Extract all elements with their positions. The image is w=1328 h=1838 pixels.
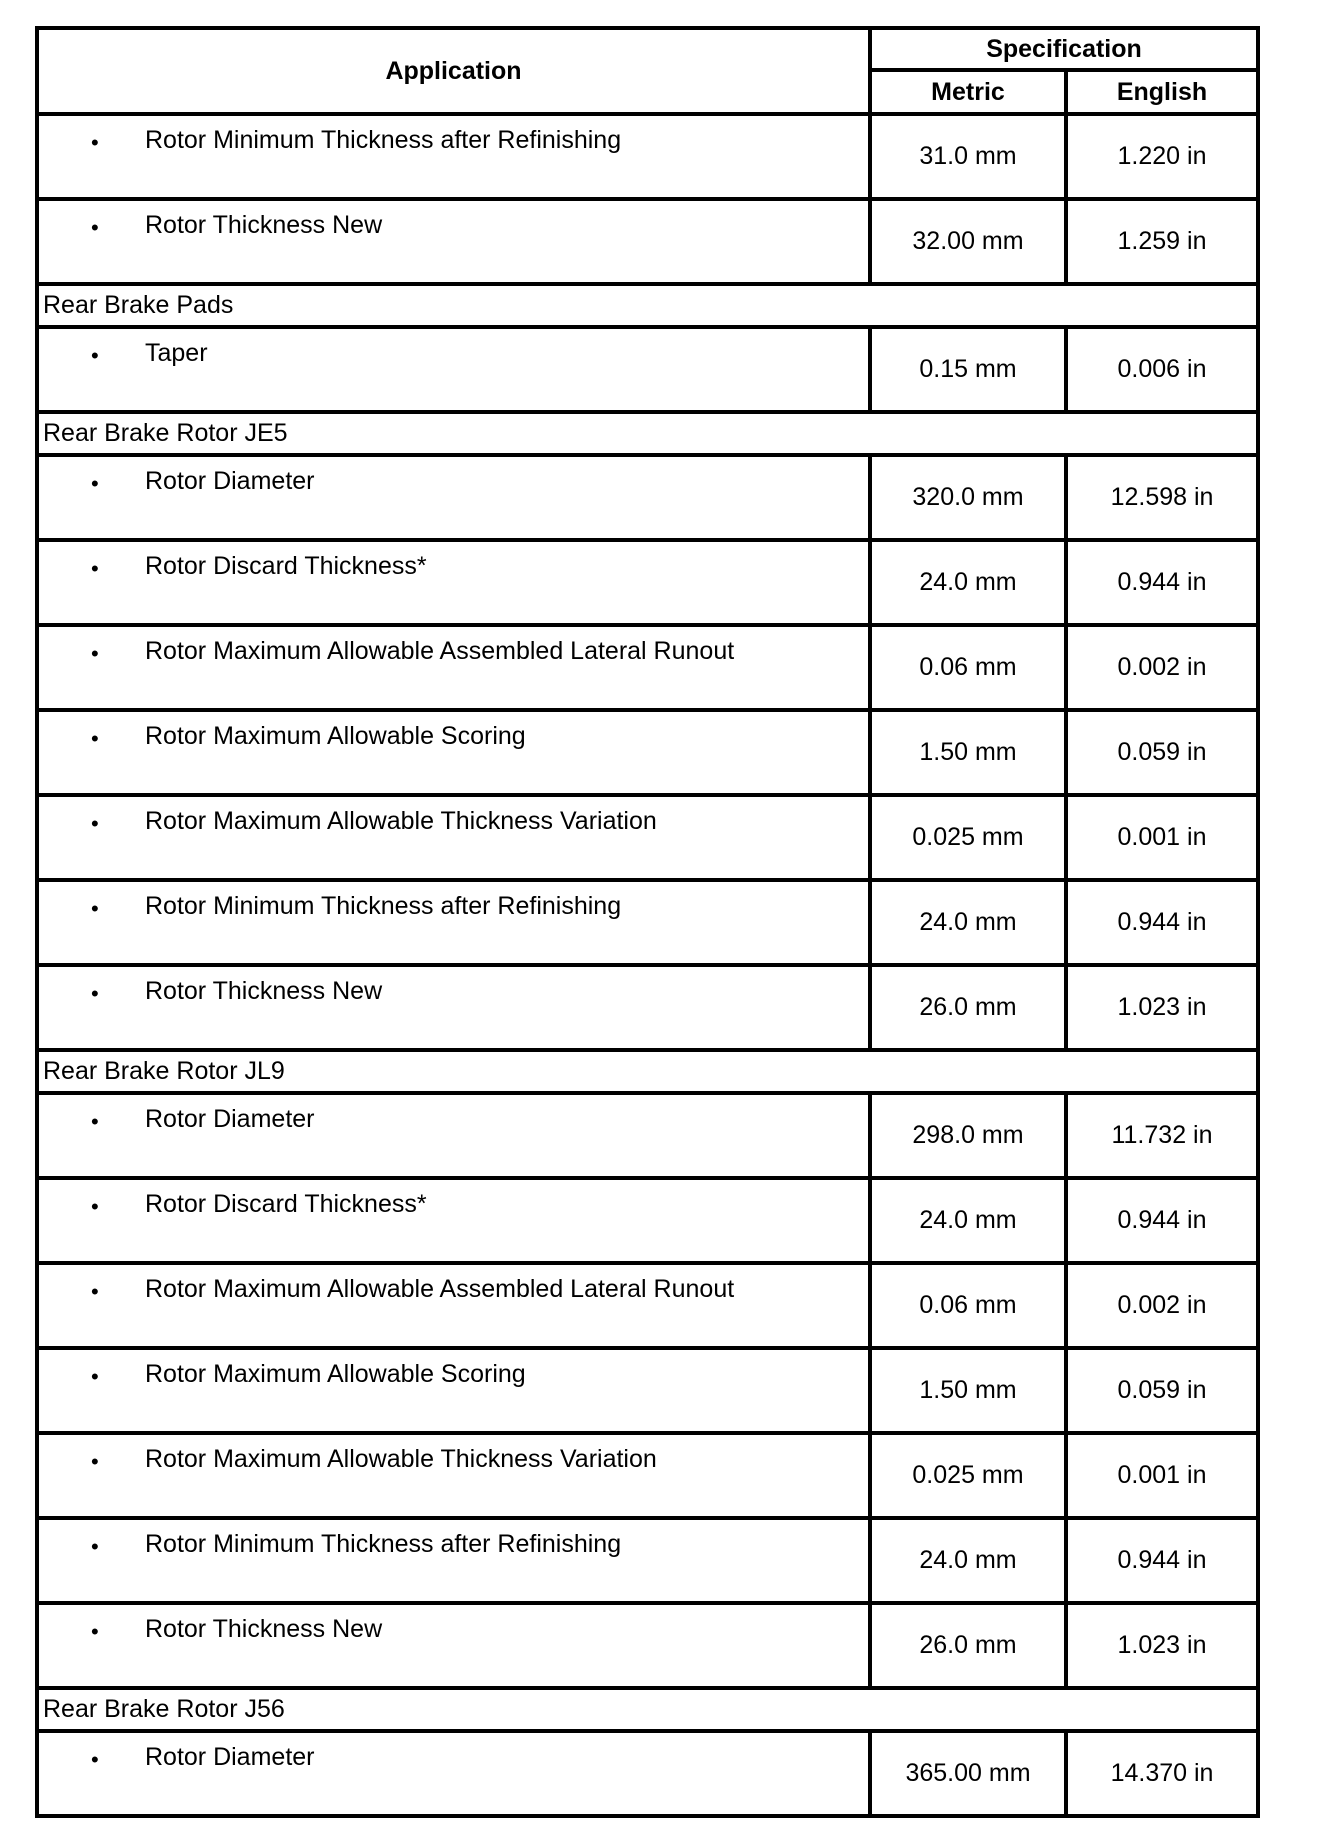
english-header: English [1066, 70, 1258, 114]
bullet-icon: • [91, 1747, 99, 1772]
bullet-icon: • [91, 896, 99, 921]
table-row [37, 1093, 1258, 1178]
bullet-icon: • [91, 343, 99, 368]
section-title: Rear Brake Rotor JE5 [37, 412, 1258, 455]
application-label: Rotor Discard Thickness* [145, 1190, 427, 1218]
table-row [37, 795, 1258, 880]
application-cell [37, 114, 870, 199]
english-value: 11.732 in [1066, 1093, 1258, 1178]
application-cell [37, 1518, 870, 1603]
application-cell [37, 1603, 870, 1688]
section-title: Rear Brake Pads [37, 284, 1258, 327]
table-row [37, 327, 1258, 412]
table-row [37, 1433, 1258, 1518]
table-row [37, 199, 1258, 284]
application-label: Rotor Thickness New [145, 1615, 383, 1643]
application-label: Rotor Maximum Allowable Scoring [145, 722, 526, 750]
application-label: Rotor Maximum Allowable Thickness Variation [145, 1445, 657, 1473]
bullet-icon: • [91, 641, 99, 666]
metric-value: 31.0 mm [870, 114, 1066, 199]
bullet-icon: • [91, 130, 99, 155]
bullet-icon: • [91, 1279, 99, 1304]
bullet-icon: • [91, 1364, 99, 1389]
bullet-icon: • [91, 1449, 99, 1474]
application-label: Rotor Discard Thickness* [145, 552, 427, 580]
application-label: Rotor Maximum Allowable Assembled Lateral Runout [145, 637, 735, 665]
application-cell [37, 1093, 870, 1178]
application-label: Rotor Diameter [145, 1743, 315, 1771]
application-label: Rotor Minimum Thickness after Refinishing [145, 126, 622, 154]
bullet-icon: • [91, 726, 99, 751]
application-label: Taper [145, 339, 208, 367]
english-value: 0.059 in [1066, 710, 1258, 795]
application-cell [37, 965, 870, 1050]
english-value: 0.001 in [1066, 1433, 1258, 1518]
metric-value: 24.0 mm [870, 1518, 1066, 1603]
application-cell [37, 1731, 870, 1816]
metric-value: 320.0 mm [870, 455, 1066, 540]
english-value: 14.370 in [1066, 1731, 1258, 1816]
english-value: 12.598 in [1066, 455, 1258, 540]
english-value: 0.944 in [1066, 1178, 1258, 1263]
bullet-icon: • [91, 1194, 99, 1219]
application-label: Rotor Diameter [145, 467, 315, 495]
specification-header: Specification [870, 28, 1258, 70]
english-value: 0.002 in [1066, 625, 1258, 710]
metric-value: 26.0 mm [870, 965, 1066, 1050]
metric-value: 0.15 mm [870, 327, 1066, 412]
table-body [37, 114, 1258, 1816]
application-cell [37, 1348, 870, 1433]
application-cell [37, 199, 870, 284]
bullet-icon: • [91, 471, 99, 496]
metric-header: Metric [870, 70, 1066, 114]
english-value: 0.002 in [1066, 1263, 1258, 1348]
english-value: 0.944 in [1066, 880, 1258, 965]
table-row [37, 625, 1258, 710]
table-row [37, 114, 1258, 199]
bullet-icon: • [91, 811, 99, 836]
application-cell [37, 710, 870, 795]
table-row [37, 1518, 1258, 1603]
table-row [37, 1348, 1258, 1433]
metric-value: 0.06 mm [870, 1263, 1066, 1348]
metric-value: 24.0 mm [870, 880, 1066, 965]
section-row [37, 412, 1258, 455]
metric-value: 1.50 mm [870, 1348, 1066, 1433]
application-label: Rotor Minimum Thickness after Refinishing [145, 1530, 622, 1558]
application-cell [37, 795, 870, 880]
english-value: 1.023 in [1066, 965, 1258, 1050]
application-header: Application [37, 28, 870, 114]
section-title: Rear Brake Rotor J56 [37, 1688, 1258, 1731]
application-label: Rotor Maximum Allowable Thickness Variation [145, 807, 657, 835]
english-value: 0.001 in [1066, 795, 1258, 880]
metric-value: 24.0 mm [870, 540, 1066, 625]
bullet-icon: • [91, 1619, 99, 1644]
metric-value: 298.0 mm [870, 1093, 1066, 1178]
application-label: Rotor Thickness New [145, 211, 383, 239]
application-cell [37, 1178, 870, 1263]
english-value: 0.006 in [1066, 327, 1258, 412]
specification-table [35, 26, 1260, 1818]
table-row [37, 1731, 1258, 1816]
table-row [37, 965, 1258, 1050]
english-value: 1.220 in [1066, 114, 1258, 199]
metric-value: 0.025 mm [870, 795, 1066, 880]
metric-value: 32.00 mm [870, 199, 1066, 284]
english-value: 0.944 in [1066, 1518, 1258, 1603]
application-cell [37, 540, 870, 625]
application-label: Rotor Maximum Allowable Assembled Lateral Runout [145, 1275, 735, 1303]
section-title: Rear Brake Rotor JL9 [37, 1050, 1258, 1093]
application-label: Rotor Maximum Allowable Scoring [145, 1360, 526, 1388]
application-cell [37, 327, 870, 412]
metric-value: 0.025 mm [870, 1433, 1066, 1518]
table-row [37, 1263, 1258, 1348]
section-row [37, 284, 1258, 327]
table-row [37, 710, 1258, 795]
english-value: 0.059 in [1066, 1348, 1258, 1433]
table-row [37, 1603, 1258, 1688]
bullet-icon: • [91, 981, 99, 1006]
application-label: Rotor Minimum Thickness after Refinishing [145, 892, 622, 920]
application-label: Rotor Diameter [145, 1105, 315, 1133]
table-row [37, 1178, 1258, 1263]
bullet-icon: • [91, 215, 99, 240]
application-cell [37, 1263, 870, 1348]
application-label: Rotor Thickness New [145, 977, 383, 1005]
metric-value: 0.06 mm [870, 625, 1066, 710]
table-row [37, 540, 1258, 625]
section-row [37, 1050, 1258, 1093]
application-cell [37, 880, 870, 965]
application-cell [37, 455, 870, 540]
metric-value: 365.00 mm [870, 1731, 1066, 1816]
application-cell [37, 1433, 870, 1518]
table-row [37, 455, 1258, 540]
metric-value: 26.0 mm [870, 1603, 1066, 1688]
table-row [37, 880, 1258, 965]
section-row [37, 1688, 1258, 1731]
bullet-icon: • [91, 1534, 99, 1559]
english-value: 1.259 in [1066, 199, 1258, 284]
english-value: 1.023 in [1066, 1603, 1258, 1688]
metric-value: 1.50 mm [870, 710, 1066, 795]
bullet-icon: • [91, 556, 99, 581]
application-cell [37, 625, 870, 710]
metric-value: 24.0 mm [870, 1178, 1066, 1263]
english-value: 0.944 in [1066, 540, 1258, 625]
bullet-icon: • [91, 1109, 99, 1134]
